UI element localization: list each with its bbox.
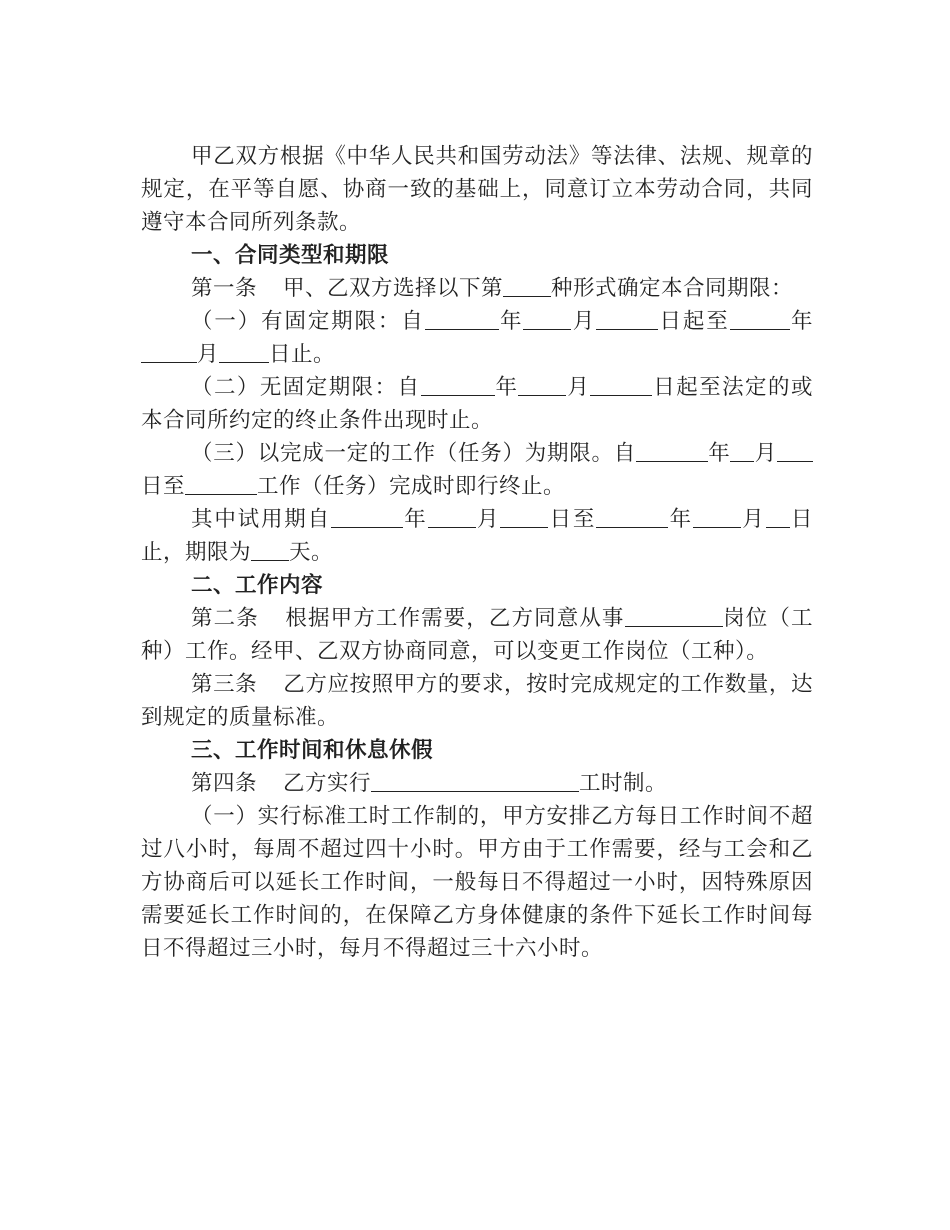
article-1-text-b: 种形式确定本合同期限： [551, 276, 794, 301]
year-label: 年 [494, 375, 519, 400]
task-term-clause [141, 437, 813, 503]
day-label: 日至 [141, 474, 186, 499]
trial-text-b: 日止，期限为 [141, 507, 813, 565]
article-4-text-b: 工时制。 [579, 771, 668, 796]
fixed-end-year-blank[interactable] [730, 307, 790, 330]
fixed-term-clause [141, 305, 813, 371]
section-2-heading: 二、工作内容 [191, 573, 324, 598]
article-2-text-b: 岗位（工种）工作。经甲、乙双方协商同意，可以变更工作岗位（工种）。 [141, 606, 813, 664]
task-start-day-blank[interactable] [777, 439, 813, 462]
contract-body [141, 140, 813, 965]
month-label: 月 [566, 375, 591, 400]
year-label: 年 [498, 309, 524, 334]
open-start-day-blank[interactable] [590, 373, 652, 396]
month-label: 月 [740, 507, 766, 532]
fixed-end-text: 日止。 [269, 342, 336, 367]
article-3 [141, 668, 813, 734]
task-start-year-blank[interactable] [636, 439, 708, 462]
term-type-blank[interactable] [503, 274, 551, 297]
open-start-month-blank[interactable] [518, 373, 566, 396]
article-1 [141, 272, 813, 305]
article-2-text-a: 根据甲方工作需要，乙方同意从事 [284, 606, 625, 631]
trial-text-c: 天。 [289, 540, 334, 565]
fixed-end-day-blank[interactable] [219, 340, 269, 363]
trial-start-month-blank[interactable] [428, 505, 476, 528]
task-term-text-b: 工作（任务）完成时即行终止。 [257, 474, 566, 499]
day-label: 日起至 [658, 309, 730, 334]
trial-start-day-blank[interactable] [500, 505, 548, 528]
article-2-label: 第二条 [191, 606, 259, 631]
task-term-text: （三）以完成一定的工作（任务）为期限。自 [191, 441, 636, 466]
month-label: 月 [754, 441, 777, 466]
open-term-clause [141, 371, 813, 437]
trial-start-year-blank[interactable] [331, 505, 403, 528]
month-label: 月 [197, 342, 220, 367]
day-label: 日至 [548, 507, 597, 532]
section-1-heading: 一、合同类型和期限 [191, 243, 390, 268]
trial-days-blank[interactable] [251, 538, 289, 561]
article-4 [141, 767, 813, 800]
trial-end-day-blank[interactable] [766, 505, 790, 528]
fixed-term-text: （一）有固定期限：自 [191, 309, 425, 334]
year-label: 年 [668, 507, 693, 532]
article-4-text-a: 乙方实行 [283, 771, 372, 796]
article-2 [141, 602, 813, 668]
open-start-year-blank[interactable] [421, 373, 495, 396]
article-1-text-a: 甲、乙双方选择以下第 [283, 276, 504, 301]
month-label: 月 [571, 309, 597, 334]
article-4-label: 第四条 [191, 771, 258, 796]
trial-period-clause [141, 503, 813, 569]
year-label: 年 [402, 507, 428, 532]
year-label: 年 [707, 441, 731, 466]
article-3-text: 乙方应按照甲方的要求，按时完成规定的工作数量，达到规定的质量标准。 [141, 672, 813, 730]
fixed-start-month-blank[interactable] [523, 307, 571, 330]
fixed-start-day-blank[interactable] [596, 307, 658, 330]
year-label: 年 [789, 309, 813, 334]
trial-end-year-blank[interactable] [596, 505, 668, 528]
article-1-label: 第一条 [191, 276, 258, 301]
section-3-heading: 三、工作时间和休息休假 [191, 738, 434, 763]
open-term-text: （二）无固定期限：自 [191, 375, 421, 400]
fixed-start-year-blank[interactable] [425, 307, 499, 330]
trial-text: 其中试用期自 [191, 507, 331, 532]
task-blank[interactable] [185, 472, 257, 495]
task-start-month-blank[interactable] [730, 439, 754, 462]
article-3-label: 第三条 [191, 672, 258, 697]
month-label: 月 [475, 507, 501, 532]
work-hour-system-blank[interactable] [371, 769, 579, 792]
trial-end-month-blank[interactable] [693, 505, 741, 528]
fixed-end-month-blank[interactable] [141, 340, 197, 363]
intro-paragraph: 甲乙双方根据《中华人民共和国劳动法》等法律、法规、规章的规定，在平等自愿、协商一致的基础上，同意订立本劳动合同，共同遵守本合同所列条款。 [141, 144, 813, 235]
open-term-text-b: 日起至法定的或本合同所约定的终止条件出现时止。 [141, 375, 813, 433]
position-blank[interactable] [625, 604, 723, 627]
standard-hours-clause: （一）实行标准工时工作制的，甲方安排乙方每日工作时间不超过八小时，每周不超过四十小时。甲方由于工作需要，经与工会和乙方协商后可以延长工作时间，一般每日不得超过一小时，因特殊原因需要延长工作时间的，在保障乙方身体健康的条件下延长工作时间每日不得超过三小时，每月不得超过三十六小时。 [141, 804, 813, 961]
